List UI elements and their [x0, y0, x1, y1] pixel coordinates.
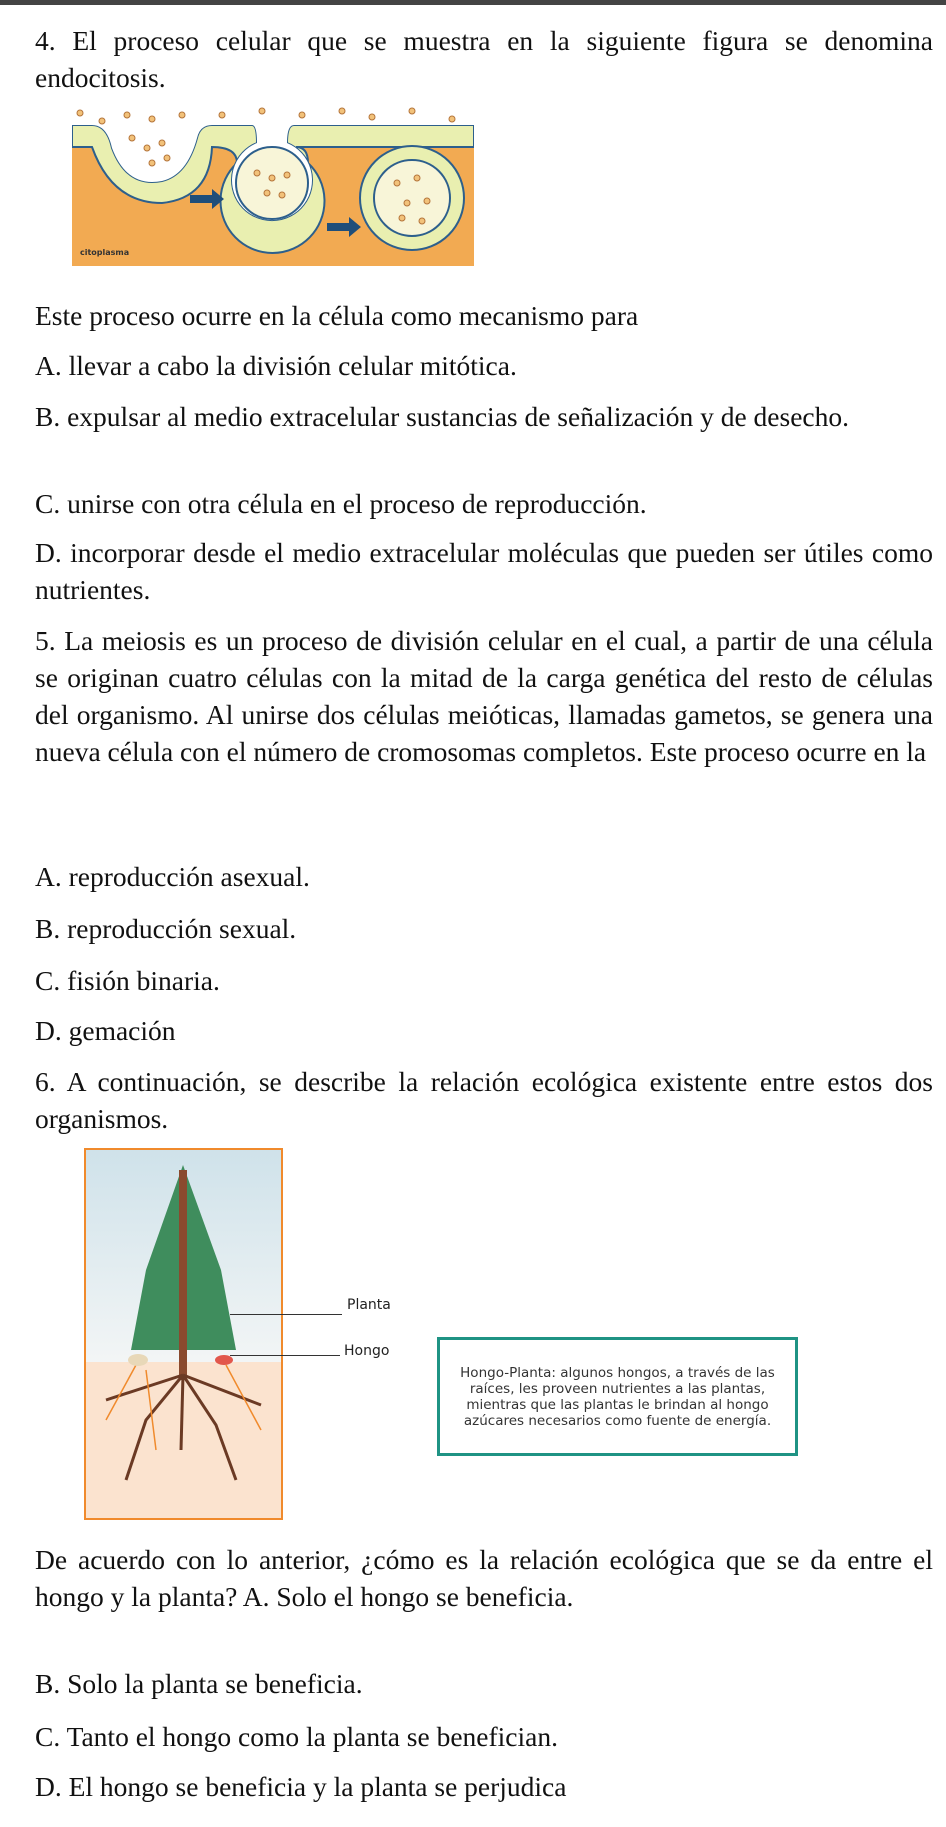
question-6-option-d: D. El hongo se beneficia y la planta se perjudica: [35, 1771, 567, 1802]
plant-label: Planta: [347, 1297, 391, 1313]
question-4-option-d: D. incorporar desde el medio extracelular moléculas que pueden ser útiles como nutrientes.: [35, 537, 933, 605]
question-4-option-a: A. llevar a cabo la división celular mitótica.: [35, 350, 517, 381]
question-6-stem: 6. A continuación, se describe la relación ecológica existente entre estos dos organismos.: [35, 1066, 933, 1134]
question-5-option-c: C. fisión binaria.: [35, 965, 220, 996]
question-4-option-c: C. unirse con otra célula en el proceso de reproducción.: [35, 488, 647, 519]
question-6-option-c: C. Tanto el hongo como la planta se benefician.: [35, 1721, 558, 1752]
fungus-label: Hongo: [344, 1343, 390, 1359]
tree-fungus-figure: [84, 1148, 283, 1520]
question-5-option-b: B. reproducción sexual.: [35, 913, 297, 944]
question-6-option-b: B. Solo la planta se beneficia.: [35, 1668, 363, 1699]
info-box-text: Hongo-Planta: algunos hongos, a través de las raíces, les proveen nutrientes a las plantas, mientras que las plantas le brindan al hongo azúcares necesarios como fuente de energía.: [460, 1364, 775, 1429]
question-4-option-b: B. expulsar al medio extracelular sustancias de señalización y de desecho.: [35, 401, 849, 432]
relationship-info-box: [437, 1337, 798, 1456]
question-4-stem: 4. El proceso celular que se muestra en la siguiente figura se denomina endocitosis.: [35, 25, 933, 93]
cytoplasm-label: citoplasma: [80, 248, 130, 257]
plant-pointer-line: [230, 1314, 342, 1315]
endocytosis-figure: [72, 103, 474, 266]
fungus-pointer-line: [230, 1355, 340, 1356]
question-5-option-a: A. reproducción asexual.: [35, 861, 310, 892]
question-5-option-d: D. gemación: [35, 1015, 176, 1046]
question-4-prompt: Este proceso ocurre en la célula como mecanismo para: [35, 300, 639, 331]
question-5-stem: 5. La meiosis es un proceso de división celular en el cual, a partir de una célula se originan cuatro células con la mitad de la carga genética del resto de células del organismo. Al unirse dos células meióticas, llamadas gametos, se genera una nueva célula con el número de cromosomas completos. Este proceso ocurre en la: [35, 625, 933, 767]
top-border: [0, 0, 946, 5]
question-6-prompt: De acuerdo con lo anterior, ¿cómo es la relación ecológica que se da entre el hongo y la planta? A. Solo el hongo se beneficia.: [35, 1544, 933, 1612]
